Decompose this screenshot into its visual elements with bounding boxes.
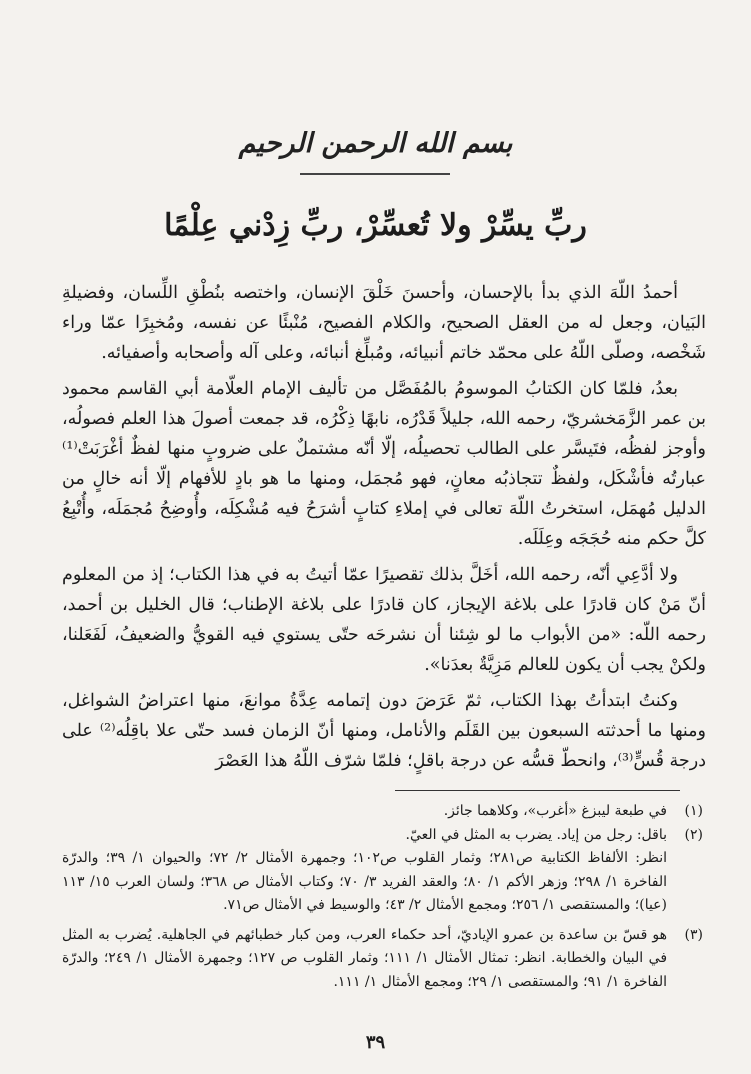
paragraph: ولا أدَّعِي أنّه، رحمه الله، أخَلَّ بذلك تقصيرًا عمّا أتيتُ به في هذا الكتاب؛ إذ من المعلوم أنّ مَنْ كان قادرًا على بلاغة الإيجاز، كان قادرًا على بلاغة الإطناب؛ قال الخليل بن أحمد، رحمه اللّه: «من الأبواب ما لو شِئنا أن نشرحَه حتّى يستوي فيه القويُّ والضعيفُ، لَفَعَلنا، ولكنْ يجب أن يكون للعالم مَزِيَّةٌ بعدَنا». — [62, 565, 706, 675]
footnote-text: هو قسّ بن ساعدة بن عمرو الإياديّ، أحد حكماء العرب، ومن كبار خطبائهم في الجاهلية. يُضرب به المثل في البيان والخطابة. انظر: تمثال الأمثال ١/ ١١١؛ وثمار القلوب ص ١٢٧؛ وجمهرة الأمثال ١/ ٢٤٩؛ والدرّة الفاخرة ١/ ٩١؛ والمستقصى ١/ ٢٩؛ ومجمع الأمثال ١/ ١١١. — [62, 926, 668, 990]
show-through-text — [40, 55, 711, 305]
footnote-number: (٢) — [684, 826, 703, 843]
footnotes — [62, 800, 703, 994]
paragraph: أحمدُ اللّهَ الذي بدأ بالإحسان، وأحسنَ خَلْقَ الإنسان، واختصه بنُطْقِ اللِّسان، وفضيلةِ البَيان، وجعل له من العقل الصحيح، والكلام الفصيح، مُنْبئًا عن نفسه، ومُخبِرًا عمّا وراء شَخْصه، وصلّى اللّهُ على محمّد خاتم أنبيائه، ومُبلِّغ أنبائه، وعلى آله وأصحابه وأصفيائه. — [62, 283, 706, 363]
footnote-number: (١) — [684, 803, 703, 819]
footnote-text: انظر: الألفاظ الكتابية ص٢٨١؛ وثمار القلوب ص١٠٢؛ وجمهرة الأمثال ٢/ ٧٢؛ والحيوان ١/ ٣٩؛ والدرّة الفاخرة ١/ ٢٩٨؛ وزهر الأكم ١/ ٨٠؛ والعقد الفريد ٣/ ٧٠؛ وكتاب الأمثال ص ٣٦٨؛ ولسان العرب ١٥/ ١١٣ (عيا)؛ والمستقصى ١/ ٢٥٦؛ ومجمع الأمثال ٢/ ٤٣؛ والوسيط في الأمثال ص٧١. — [62, 850, 667, 913]
main-text — [62, 278, 706, 782]
footnote-text: في طبعة ليبزغ «أغرب»، وكلاهما جائز. — [443, 803, 667, 819]
paragraph: وكنتُ ابتدأتُ بهذا الكتاب، ثمّ عَرَضَ دون إتمامه عِدَّةُ موانعَ، منها اعتراضُ الشواغل، ومنها ما أحدثته السبعون بين القَلَم والأنامل، ومنها أنّ الزمان فسد حتّى علا باقِلُه⁽²⁾ على درجة قُسٍّ⁽³⁾، وانحطّ قسُّه عن درجة باقلٍ؛ فلمّا شرّف اللّهُ هذا العَصْرَ — [62, 691, 706, 771]
footnote-divider — [395, 790, 680, 791]
footnote — [62, 800, 703, 824]
page-number: ٣٩ — [365, 1032, 386, 1053]
basmala-underline — [300, 173, 450, 175]
footnote — [62, 824, 703, 848]
footnote-number: (٣) — [684, 926, 703, 943]
footnote — [62, 847, 703, 918]
paragraph: بعدُ، فلمّا كان الكتابُ الموسومُ بالمُفَصَّل من تأليف الإمام العلّامة أبي القاسم محمود بن عمر الزَّمَخشريّ، رحمه الله، جليلاً قَدْرُه، نابهًا ذِكْرُه، قد جمعت أصولَ هذا العلم فصولُه، وأوجز لفظُه، فتَيسَّر على الطالب تحصيلُه، إلّا أنّه مشتملٌ على ضروبٍ منها لفظٌ أغْرَبَتْ⁽¹⁾ عبارتُه فأشْكَل، ولفظٌ تتجاذبُه معانٍ، فهو مُجمَل، ومنها ما هو بادٍ للأفهام إلّا أنه خالٍ من الدليل مُهمَل، استخرتُ اللّهَ تعالى في إملاءِ كتابٍ أشرَحُ فيه مُشْكِلَه، وأُوضِحُ مُجمَلَه، وأُتْبِعُ كلَّ حكم منه حُجَجَه وعِلَلَه. — [62, 379, 706, 549]
basmala-calligraphy: بسم الله الرحمن الرحيم — [238, 128, 513, 159]
footnote — [62, 924, 703, 995]
footnote-text: باقل: رجل من إياد. يضرب به المثل في العيّ. — [405, 826, 667, 843]
page-heading: ربِّ يسِّرْ ولا تُعسِّرْ، ربِّ زِدْني عِلْمًا — [164, 208, 587, 243]
footnote-number — [667, 847, 703, 918]
